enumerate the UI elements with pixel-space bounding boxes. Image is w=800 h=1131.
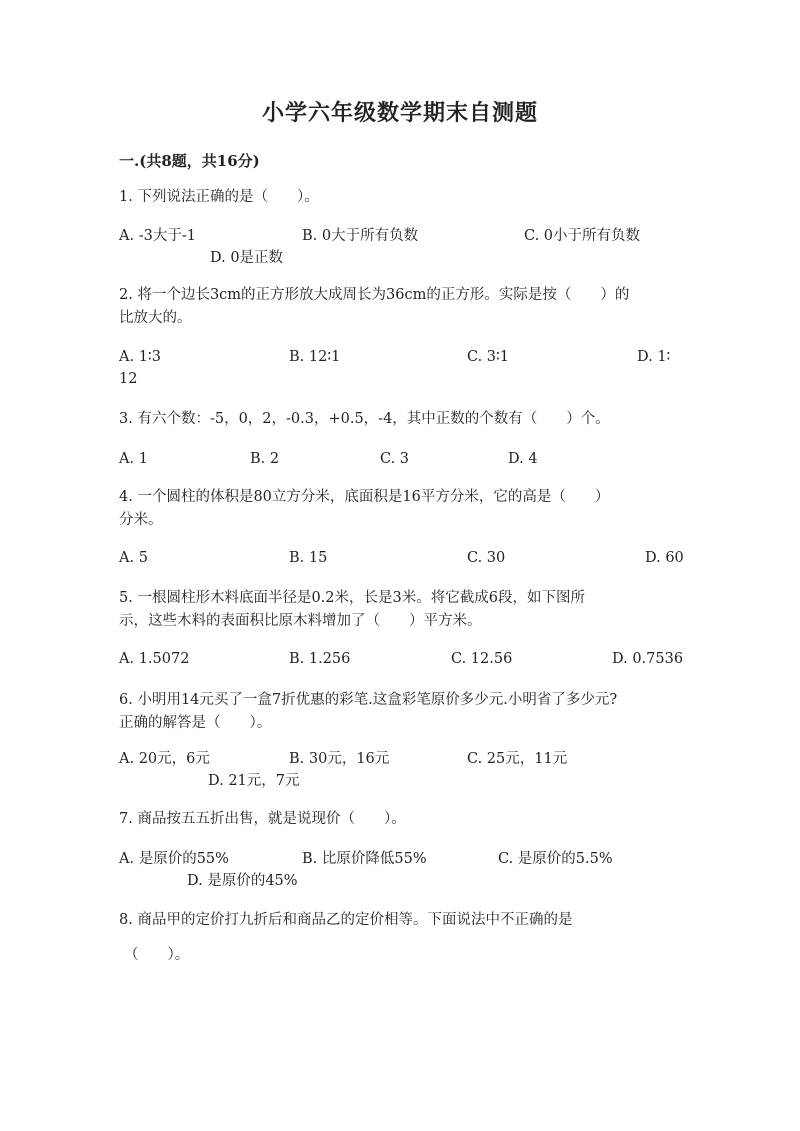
option-b: B. 30元，16元 [289,751,390,767]
option-d: D. 0是正数 [210,250,284,266]
question-stem: 3. 有六个数：-5，0，2，-0.3，+0.5，-4，其中正数的个数有（ ）个。 [119,411,610,427]
option-a: A. 是原价的55% [119,851,229,867]
option-b: B. 2 [250,451,280,467]
option-c: C. 0小于所有负数 [524,228,641,244]
option-b: B. 15 [289,550,328,566]
question-8 [119,909,679,932]
option-d-continued: 12 [119,371,138,387]
option-d: D. 0.7536 [612,651,684,667]
question-stem-line-1: 4. 一个圆柱的体积是80立方分米，底面积是16平方分米，它的高是（ ） [119,489,610,505]
question-1 [119,186,679,209]
option-a: A. 5 [119,550,148,566]
option-b: B. 1.256 [289,651,351,667]
question-stem: 1. 下列说法正确的是（ ）。 [119,189,319,205]
question-stem-line-2: 正确的解答是（ ）。 [119,715,272,731]
question-7 [119,808,679,831]
question-stem-line-1: 5. 一根圆柱形木料底面半径是0.2米，长是3米。将它截成6段，如下图所 [119,590,585,606]
option-b: B. 比原价降低55% [302,851,427,867]
option-d: D. 60 [645,550,684,566]
option-c: C. 3 [380,451,410,467]
question-5 [119,587,679,633]
section-heading: 一.(共8题，共16分) [119,152,260,170]
question-3 [119,408,679,431]
option-a: A. 1 [119,451,148,467]
question-stem-line-2: 分米。 [119,512,163,528]
question-stem-line-2: （ ）。 [124,947,190,963]
question-6 [119,689,679,735]
question-4 [119,486,679,532]
question-2 [119,284,679,330]
option-c: C. 是原价的5.5% [498,851,613,867]
option-d: D. 是原价的45% [187,873,298,889]
option-a: A. -3大于-1 [119,228,196,244]
question-stem-line-1: 8. 商品甲的定价打九折后和商品乙的定价相等。下面说法中不正确的是 [119,912,573,928]
option-a: A. 1∶3 [119,349,161,365]
question-stem-line-1: 2. 将一个边长3cm的正方形放大成周长为36cm的正方形。实际是按（ ）的 [119,287,630,303]
page-title: 小学六年级数学期末自测题 [261,100,538,126]
option-d: D. 21元，7元 [208,773,300,789]
option-c: C. 12.56 [451,651,513,667]
question-8-blank [124,944,684,967]
option-a: A. 1.5072 [119,651,190,667]
question-stem-line-2: 示，这些木料的表面积比原木料增加了（ ）平方米。 [119,613,482,629]
question-stem-line-1: 6. 小明用14元买了一盒7折优惠的彩笔.这盒彩笔原价多少元.小明省了多少元? [119,692,618,708]
question-stem-line-2: 比放大的。 [119,310,192,326]
option-b: B. 0大于所有负数 [302,228,419,244]
option-b: B. 12∶1 [289,349,341,365]
option-d: D. 1∶ [637,349,671,365]
option-c: C. 25元，11元 [467,751,568,767]
option-d: D. 4 [508,451,538,467]
option-c: C. 30 [467,550,506,566]
question-stem: 7. 商品按五五折出售，就是说现价（ ）。 [119,811,406,827]
option-c: C. 3∶1 [467,349,510,365]
option-a: A. 20元，6元 [119,751,210,767]
